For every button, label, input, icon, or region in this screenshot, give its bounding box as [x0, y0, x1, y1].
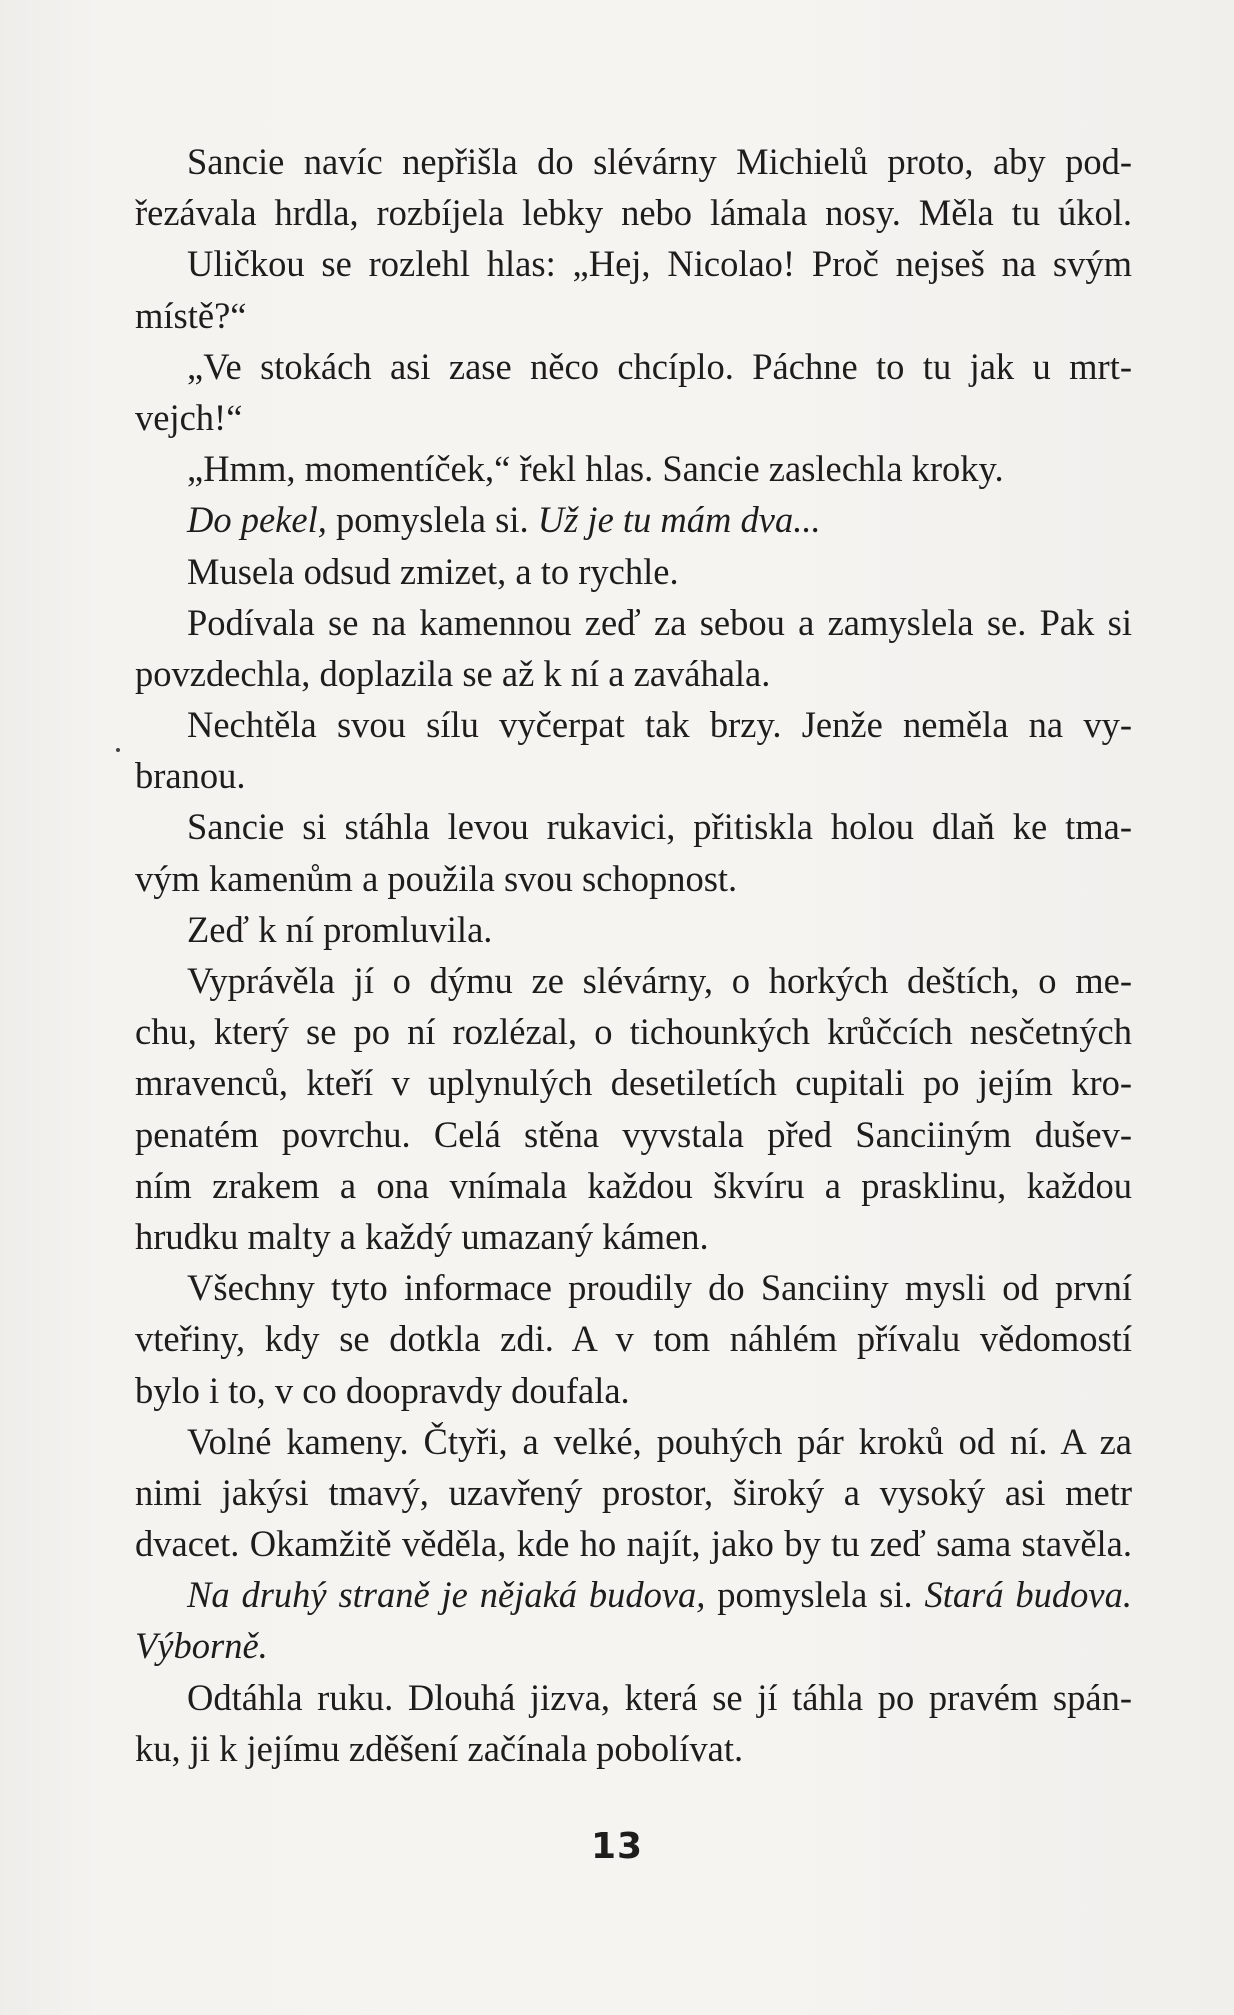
- text-line: mravenců, kteří v uplynulých desetiletích cupitali po jejím kro-: [135, 1062, 1132, 1104]
- page-number: 13: [590, 1826, 644, 1867]
- italic-thought: Do pekel,: [187, 499, 327, 541]
- text-line: Musela odsud zmizet, a to rychle.: [187, 550, 679, 592]
- text-line: Podívala se na kamennou zeď za sebou a zamyslela se. Pak si: [187, 601, 1132, 643]
- text-line: řezávala hrdla, rozbíjela lebky nebo lámala nosy. Měla tu úkol.: [135, 192, 1132, 234]
- text-line: penatém povrchu. Celá stěna vyvstala před Sanciiným dušev-: [135, 1113, 1132, 1155]
- italic-thought: Výborně.: [135, 1625, 268, 1667]
- body-text: [135, 136, 1132, 1774]
- text-line: povzdechla, doplazila se až k ní a zaváhala.: [135, 652, 771, 694]
- text-line: branou.: [135, 755, 246, 797]
- text-line: „Hmm, momentíček,“ řekl hlas. Sancie zaslechla kroky.: [187, 448, 1004, 490]
- text-line: ním zrakem a ona vnímala každou škvíru a prasklinu, každou: [135, 1164, 1132, 1206]
- text-line: nimi jakýsi tmavý, uzavřený prostor, široký a vysoký asi metr: [135, 1471, 1132, 1513]
- text-line: chu, který se po ní rozlézal, o tichounkých krůčcích nesčetných: [135, 1011, 1132, 1053]
- text-line: Volné kameny. Čtyři, a velké, pouhých pár kroků od ní. A za: [187, 1420, 1132, 1462]
- stray-ink-mark: [116, 748, 120, 752]
- text-line: [135, 494, 1132, 545]
- text-fragment: pomyslela si.: [705, 1574, 925, 1616]
- text-line: Nechtěla svou sílu vyčerpat tak brzy. Jenže neměla na vy-: [187, 704, 1132, 746]
- text-line: vteřiny, kdy se dotkla zdi. A v tom náhlém přívalu vědomostí: [135, 1318, 1132, 1360]
- italic-thought: Na druhý straně je nějaká budova,: [187, 1574, 706, 1616]
- text-line: hrudku malty a každý umazaný kámen.: [135, 1215, 709, 1257]
- text-line: Uličkou se rozlehl hlas: „Hej, Nicolao! Proč nejseš na svým: [187, 243, 1132, 285]
- text-line: dvacet. Okamžitě věděla, kde ho najít, jako by tu zeď sama stavěla.: [135, 1523, 1132, 1565]
- text-line: Vyprávěla jí o dýmu ze slévárny, o horkých deštích, o me-: [187, 960, 1132, 1001]
- text-line: bylo i to, v co doopravdy doufala.: [135, 1369, 630, 1411]
- text-line: [135, 1620, 1132, 1671]
- italic-thought: Stará budova.: [924, 1574, 1133, 1616]
- text-line: Zeď k ní promluvila.: [187, 908, 493, 950]
- text-line: Všechny tyto informace proudily do Sanciiny mysli od první: [187, 1267, 1132, 1309]
- italic-thought: Už je tu mám dva...: [537, 499, 821, 541]
- text-line: místě?“: [135, 294, 247, 336]
- text-line: vejch!“: [135, 396, 243, 438]
- text-line: Odtáhla ruku. Dlouhá jizva, která se jí táhla po pravém spán-: [187, 1676, 1132, 1718]
- text-fragment: pomyslela si.: [326, 499, 538, 541]
- text-line: Sancie navíc nepřišla do slévárny Michielů proto, aby pod-: [187, 141, 1132, 182]
- text-line: ku, ji k jejímu zděšení začínala pobolívat.: [135, 1727, 744, 1769]
- text-line: vým kamenům a použila svou schopnost.: [135, 857, 738, 899]
- text-line: Sancie si stáhla levou rukavici, přitiskla holou dlaň ke tma-: [187, 806, 1132, 848]
- text-line: „Ve stokách asi zase něco chcíplo. Páchne to tu jak u mrt-: [187, 345, 1132, 387]
- text-line: [135, 1569, 1132, 1620]
